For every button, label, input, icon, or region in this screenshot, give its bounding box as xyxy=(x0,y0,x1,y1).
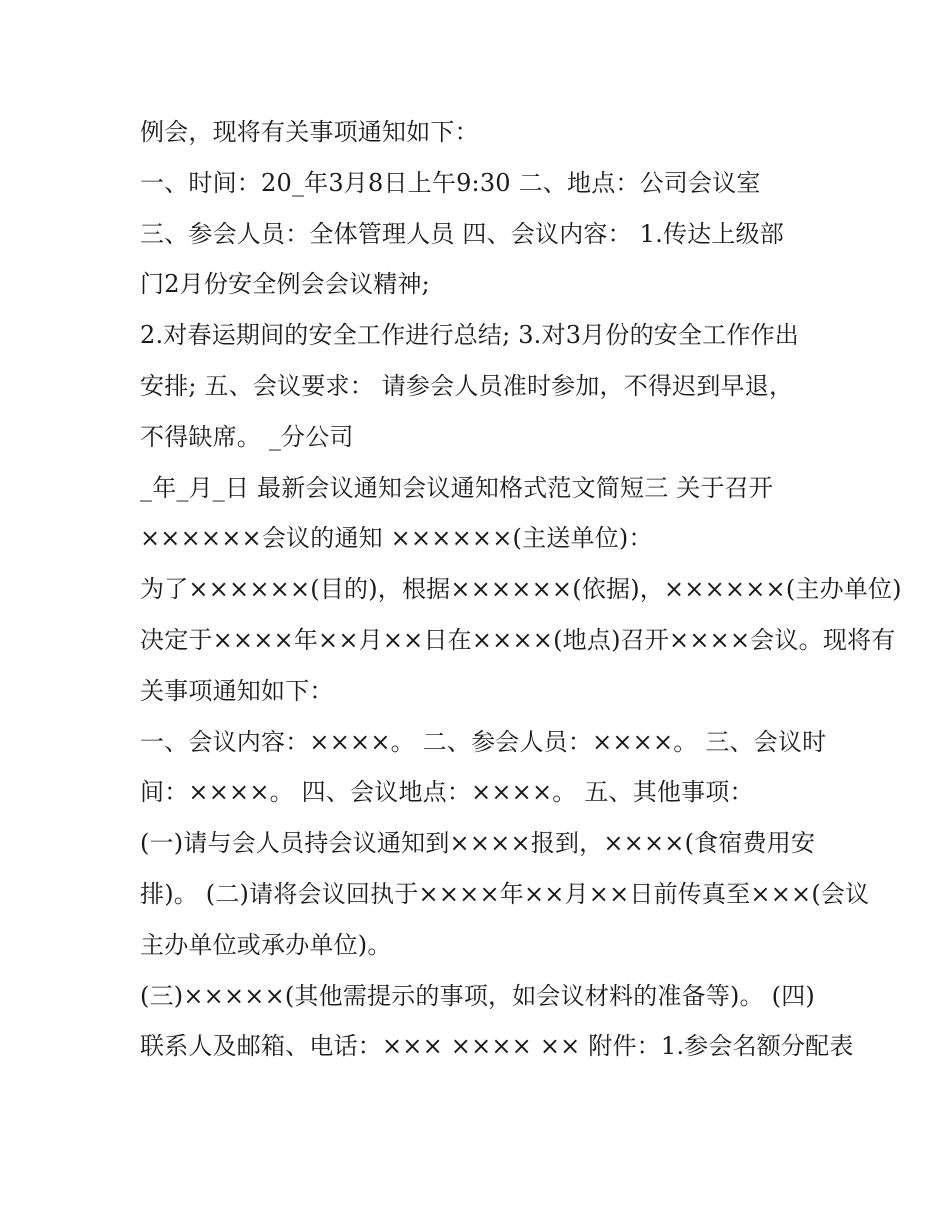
text-line: 安排; 五、会议要求： 请参会人员准时参加，不得迟到早退， xyxy=(140,371,794,400)
text-line: 2.对春运期间的安全工作进行总结; 3.对3月份的安全工作作出 xyxy=(140,321,799,350)
text-line: 一、时间：20_年3月8日上午9:30 二、地点：公司会议室 xyxy=(140,168,761,197)
text-line: 为了××××××(目的)，根据××××××(依据)，××××××(主办单位) xyxy=(140,575,902,604)
text-line: _年_月_日 最新会议通知会议通知格式范文简短三 关于召开 xyxy=(140,473,774,502)
text-line: 决定于××××年××月××日在××××(地点)召开××××会议。现将有 xyxy=(140,625,896,654)
document-body xyxy=(140,107,902,1072)
text-line: 一、会议内容：××××。 二、参会人员：××××。 三、会议时 xyxy=(140,727,827,756)
text-line: 主办单位或承办单位)。 xyxy=(140,930,392,959)
text-line: 排)。 (二)请将会议回执于××××年××月××日前传真至×××(会议 xyxy=(140,879,870,908)
text-line: 三、参会人员：全体管理人员 四、会议内容： 1.传达上级部 xyxy=(140,219,784,248)
text-line: 不得缺席。 _分公司 xyxy=(140,422,354,451)
text-line: ××××××会议的通知 ××××××(主送单位)： xyxy=(140,524,653,553)
text-line: 关事项通知如下： xyxy=(140,676,334,705)
text-line: 门2月份安全例会会议精神; xyxy=(140,270,430,299)
text-line: 联系人及邮箱、电话：××× ×××× ×× 附件：1.参会名额分配表 xyxy=(140,1032,854,1061)
text-line: 例会，现将有关事项通知如下： xyxy=(140,118,479,146)
text-line: (三)×××××(其他需提示的事项，如会议材料的准备等)。 (四) xyxy=(140,981,815,1010)
text-line: 间：××××。 四、会议地点：××××。 五、其他事项： xyxy=(140,778,754,807)
text-line: (一)请与会人员持会议通知到××××报到，××××(食宿费用安 xyxy=(140,829,816,858)
